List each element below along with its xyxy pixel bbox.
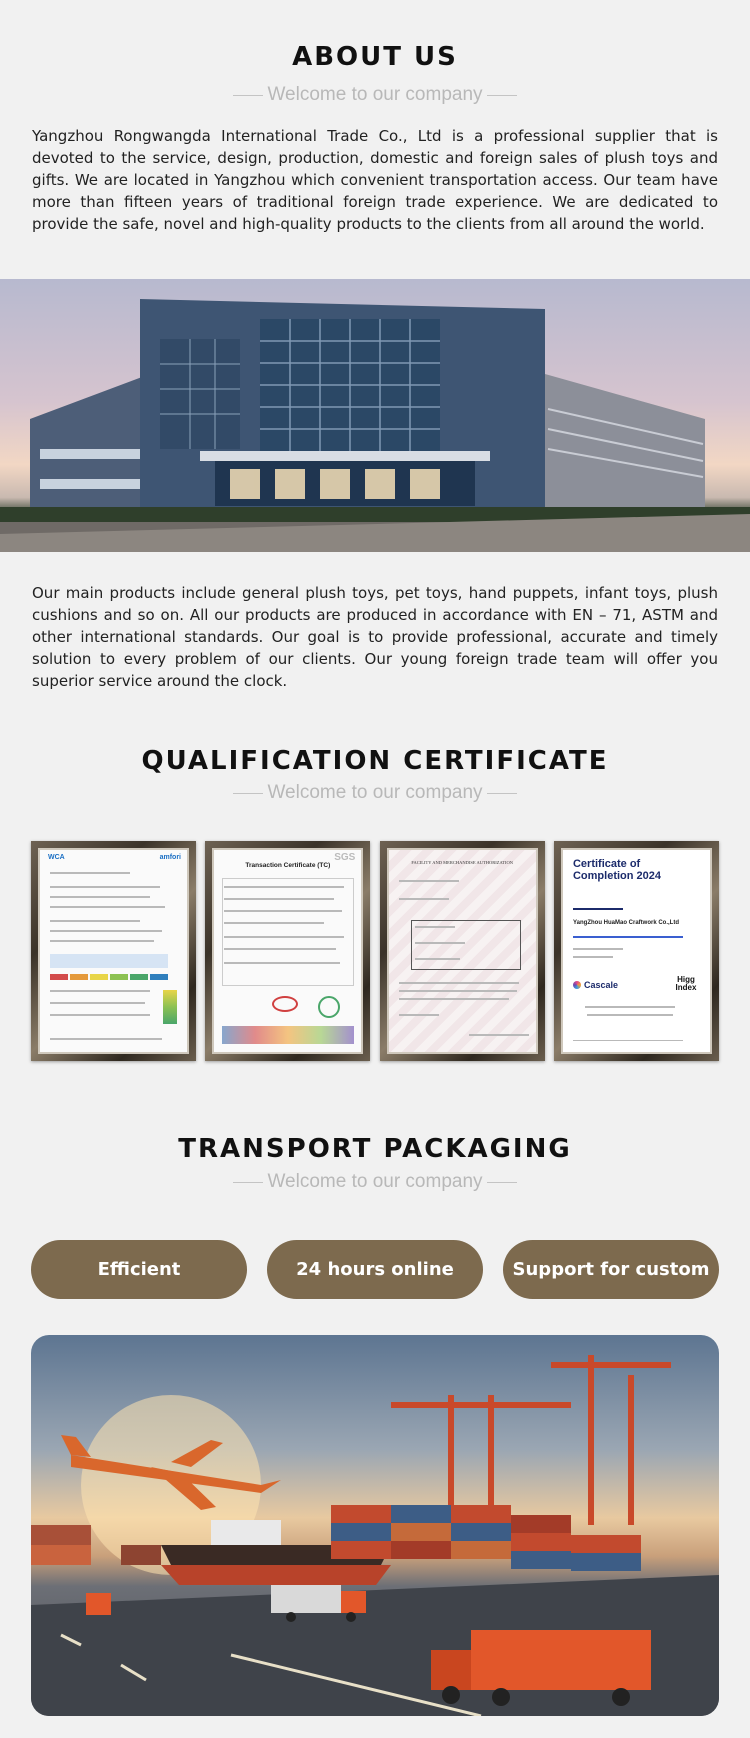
subtitle-line-left [233, 1182, 263, 1183]
about-title: ABOUT US [292, 42, 458, 72]
certificate-frame-2[interactable] [205, 841, 370, 1061]
certificate-3-heading: FACILITY AND MERCHANDISE AUTHORIZATION [411, 860, 513, 865]
certificate-2-heading: Transaction Certificate (TC) [245, 862, 331, 869]
about-subtitle-text: Welcome to our company [267, 84, 483, 105]
certificate-document-2 [212, 848, 363, 1054]
transport-title: TRANSPORT PACKAGING [178, 1134, 572, 1164]
certificate-title: QUALIFICATION CERTIFICATE [141, 746, 609, 776]
subtitle-line-left [233, 95, 263, 96]
subtitle-line-left [233, 793, 263, 794]
higg-index-logo: Higg Index [675, 975, 697, 992]
certificate-document-4 [561, 848, 712, 1054]
about-paragraph: Yangzhou Rongwangda International Trade Co., Ltd is a professional supplier that is devoted to the service, design, production, domestic and foreign sales of plush toys and gifts. We are located in Yangzhou which convenient transportation access. Our team have more than fifteen years of traditional foreign trade experience. We are dedicated to provide the safe, novel and high-quality products to the clients from all around the world. [32, 127, 718, 233]
cascale-logo [573, 980, 618, 990]
subtitle-line-right [487, 1182, 517, 1183]
certificate-1-logo: amfori [159, 854, 181, 861]
certificate-2-logo: SGS [334, 852, 356, 863]
pill-24-hours-online[interactable]: 24 hours online [267, 1240, 483, 1299]
certificate-1-heading: WCA [48, 854, 65, 861]
certificate-subtitle [0, 782, 750, 804]
products-paragraph: Our main products include general plush toys, pet toys, hand puppets, infant toys, plush cushions and so on. All our products are produced in accordance with EN – 71, ASTM and other international standards. Our goal is to provide professional, accurate and timely solution to every problem of our clients. Our young foreign trade team will offer you superior service around the clock. [32, 584, 718, 690]
transport-subtitle-text: Welcome to our company [267, 1171, 483, 1192]
certificate-gallery [31, 841, 719, 1061]
feature-pills [31, 1240, 719, 1299]
certificate-document-3 [387, 848, 538, 1054]
certificate-frame-3[interactable] [380, 841, 545, 1061]
pill-support-for-custom[interactable]: Support for custom [503, 1240, 719, 1299]
subtitle-line-right [487, 95, 517, 96]
certificate-frame-1[interactable] [31, 841, 196, 1061]
logistics-illustration [31, 1335, 719, 1716]
pill-efficient[interactable]: Efficient [31, 1240, 247, 1299]
logistics-port-image [31, 1335, 719, 1716]
certificate-subtitle-text: Welcome to our company [267, 782, 483, 803]
cascale-logo-text: Cascale [583, 980, 619, 990]
about-subtitle [0, 84, 750, 106]
subtitle-line-right [487, 793, 517, 794]
certificate-frame-4[interactable] [554, 841, 719, 1061]
certificate-4-company: YangZhou HuaMao Craftwork Co.,Ltd [572, 920, 679, 926]
building-illustration [0, 279, 750, 552]
certificate-document-1 [38, 848, 189, 1054]
factory-building-image [0, 279, 750, 552]
transport-subtitle [0, 1171, 750, 1193]
certificate-4-heading: Certificate of Completion 2024 [572, 858, 662, 882]
